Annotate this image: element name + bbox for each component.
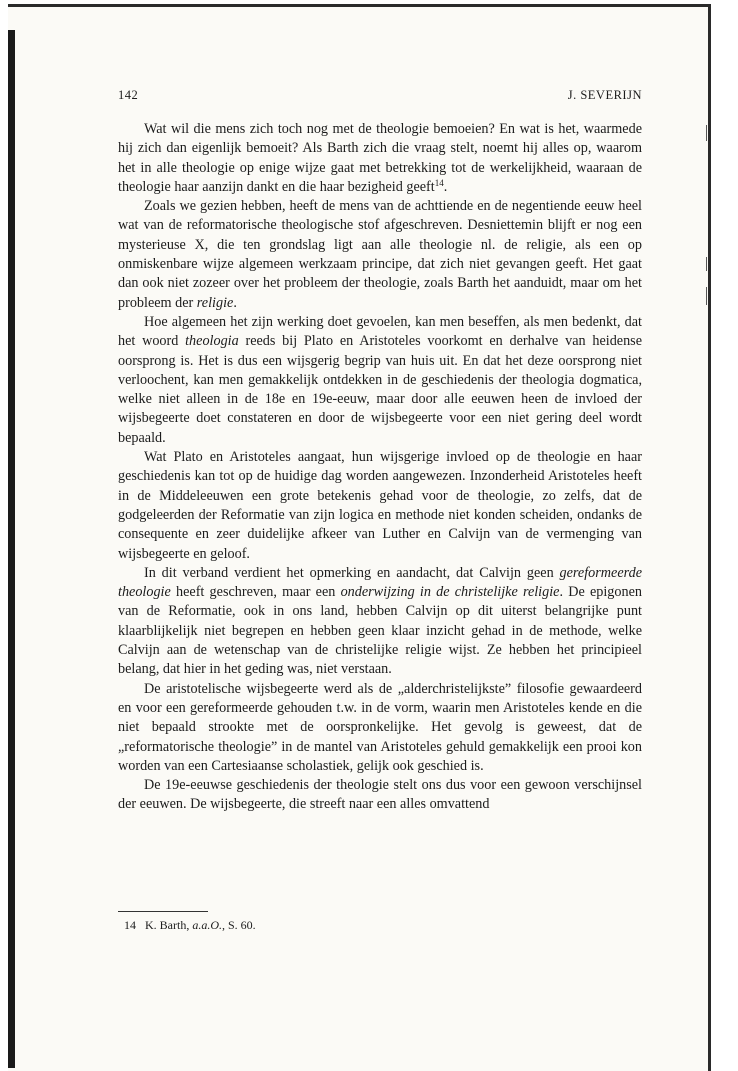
footnote-number: 14 [124,918,136,932]
margin-mark [706,287,707,305]
footnote-author: K. Barth, [145,918,190,932]
text-run: reeds bij Plato en Aristoteles voorkomt en derhalve van heidense oorsprong is. Het is dus een wijsgerig begrip van huis uit. En dat het deze oorsprong niet verloochent, kan men gemakkelijk ontdekken in de geschiedenis der theologia dogmatica, welke niet alleen in de 18e en 19e-eeuw, maar door alle eeuwen heen de invloed der wijsbegeerte doet constateren en door de wijsbegeerte voor een niet gering deel wordt bepaald. [118,333,642,446]
paragraph [118,776,642,815]
paragraph [118,680,642,776]
paragraph [118,120,642,197]
margin-mark [706,257,707,271]
paragraph [118,313,642,448]
italic-text: religie [196,294,234,311]
body-text [118,120,642,815]
text-run: . De epigonen van de Reformatie, ook in ons land, hebben Calvijn op dit uiterst belangrijke punt klaarblijkelijk niet begrepen en hebben geen klaar inzicht gehad in de methode, welke Calvijn aan de wetenschap van de christelijke religie wijst. Ze hebben het principieel belang, dat hier in het geding was, niet verstaan. [118,584,642,678]
margin-mark [706,125,707,141]
text-run: In dit verband verdient het opmerking en aandacht, dat Calvijn geen [144,564,560,581]
running-head: J. SEVERIJN [567,88,642,102]
text-run: De aristotelische wijsbegeerte werd als de „alderchristelijkste” filosofie gewaardeerd en voor een gereformeerde gehouden t.w. in de vorm, waarin men Aristoteles kende en die niet bepaald strookte met de oorspronkelijke. Het gevolg is geweest, dat de „reformatorische theologie” in de mantel van Aristoteles gehuld gemakkelijk een prooi kon worden van een Cartesiaanse scholastiek, gelijk ook geschied is. [118,680,642,774]
footnote-ref: a.a.O., [192,918,225,932]
italic-text: onderwijzing in de christelijke religie [340,584,560,601]
text-run: Hoe algemeen het zijn werking doet gevoelen, kan men beseffen, als men bedenkt, dat het woord [118,313,642,350]
paragraph [118,197,642,313]
paragraph [118,448,642,564]
paragraph [118,564,642,680]
footnote [124,918,644,933]
text-run: Wat wil die mens zich toch nog met de theologie bemoeien? En wat is het, waarmede hij zich dan eigenlijk bemoeit? Als Barth zich die vraag stelt, noemt hij alles op, waarom het in alle theologie op enige wijze gaat met betrekking tot de werkelijkheid, waaraan de theologie haar aanzijn dankt en die haar bezigheid geeft [118,121,642,195]
page-number: 142 [118,88,139,102]
binding-edge [8,30,15,1068]
text-run: . [233,294,237,311]
text-run: heeft geschreven, maar een [170,584,341,601]
footnote-page: S. 60. [228,918,256,932]
italic-text: theologia [185,333,239,350]
text-run: De 19e-eeuwse geschiedenis der theologie stelt ons dus voor een gewoon verschijnsel der eeuwen. De wijsbegeerte, die streeft naar een alles omvattend [118,777,642,813]
footnote-rule [118,911,208,912]
text-run: . [443,178,448,195]
footnote-ref-mark: 14 [434,177,444,188]
text-run: Zoals we gezien hebben, heeft de mens van de achttiende en de negentiende eeuw heel wat van de reformatorische theologische stof afgeschreven. Desniettemin blijft er nog een mysterieuse X, die ten grondslag ligt aan alle theologie nl. de religie, als een op onmiskenbare wijze algemeen werkzaam principe, dat zich niet gevangen geeft. Het gaat dan ook niet zozeer over het probleem der theologie, zoals Barth het aanduidt, maar om het probleem der [118,198,642,311]
text-run: Wat Plato en Aristoteles aangaat, hun wijsgerige invloed op de theologie en haar geschiedenis kan tot op de huidige dag worden aangewezen. Inzonderheid Aristoteles heeft in de Middeleeuwen een grote betekenis gehad voor de theologie, zo zelfs, dat de godgeleerden der Reformatie van zijn logica en methode niet konden scheiden, ondanks de consequente en zeer duidelijke afkeer van Luther en Calvijn van de vermenging van wijsbegeerte en geloof. [118,449,642,562]
italic-text: gereformeerde theologie [118,564,642,601]
